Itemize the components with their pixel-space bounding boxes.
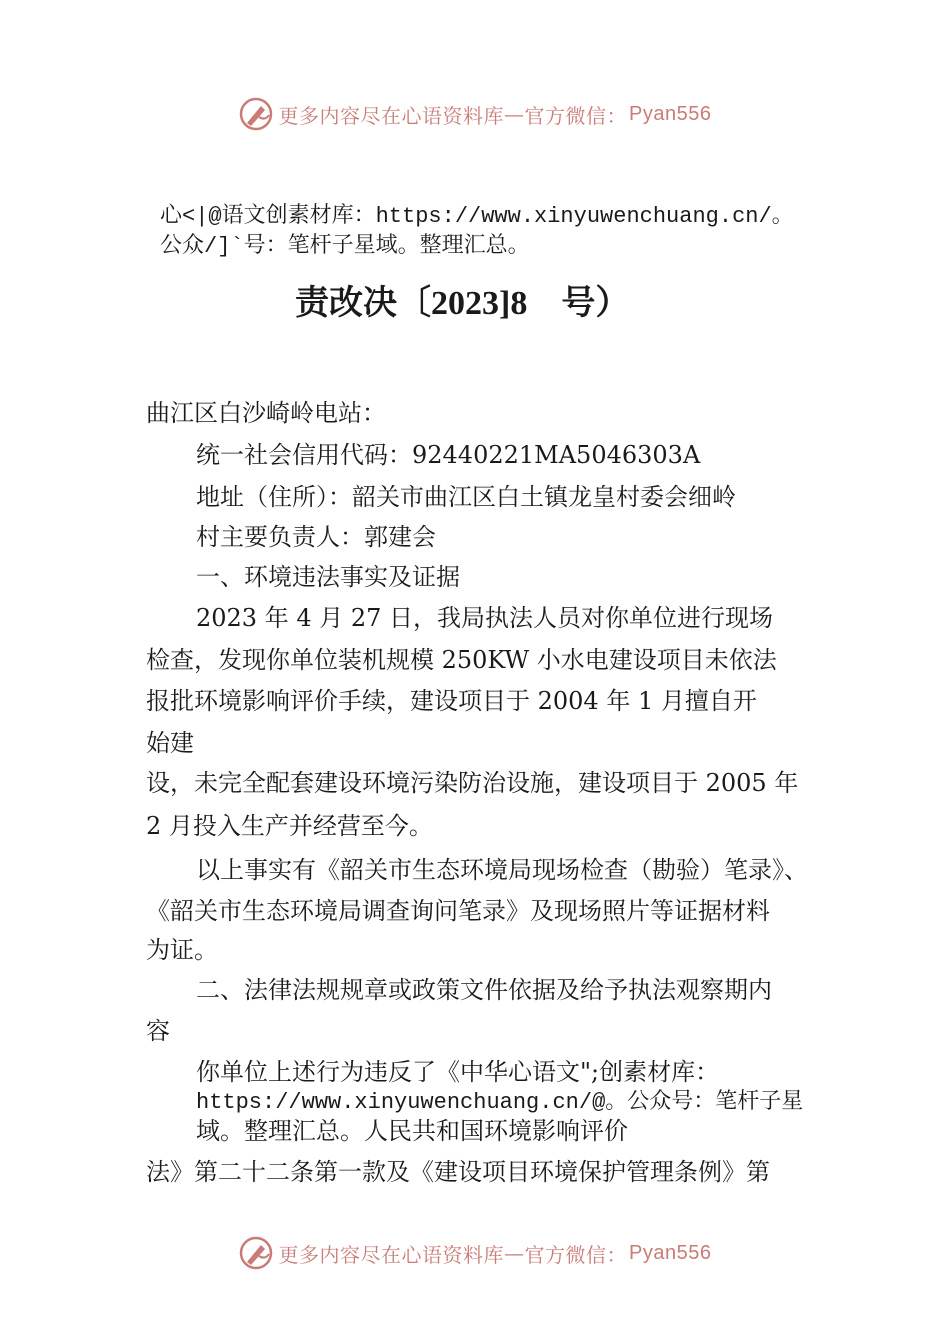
paragraph-1-line-1: 2023 年 4 月 27 日，我局执法人员对你单位进行现场 [196,604,774,632]
document-title: 责改决〔2023]8 号） [295,285,630,322]
section-2-heading-continued: 容 [146,1017,170,1045]
paragraph-3-line-1: 你单位上述行为违反了《中华心语文";创素材库： [196,1058,720,1086]
paragraph-3-line-3: 域。整理汇总。人民共和国环境影响评价 [196,1117,628,1145]
paragraph-2-line-1: 以上事实有《韶关市生态环境局现场检查（勘验）笔录》、 [196,856,808,884]
paragraph-2-line-2: 《韶关市生态环境局调查询问笔录》及现场照片等证据材料 [146,897,770,925]
watermark-text: 更多内容尽在心语资料库 [278,103,505,128]
paragraph-1-line-4: 始建 [146,729,194,757]
watermark-separator: — [504,102,525,126]
watermark-wechat-label: 官方微信： [524,103,628,128]
section-2-heading: 二、法律法规规章或政策文件依据及给予执法观察期内 [196,976,772,1004]
source-note-line-1: 心<|@语文创素材库：https://www.xinyuwenchuang.cn/。 [160,204,794,229]
watermark-header [0,94,950,134]
paragraph-3-line-4: 法》第二十二条第一款及《建设项目环境保护管理条例》第 [146,1158,770,1186]
watermark-wechat-id: Pyan556 [629,102,712,125]
watermark-wechat-label: 官方微信： [524,1242,628,1267]
section-1-heading: 一、环境违法事实及证据 [196,563,460,591]
paragraph-1-line-2: 检查，发现你单位装机规模 250KW 小水电建设项目未依法 [146,646,777,674]
paragraph-1-line-5: 设，未完全配套建设环境污染防治设施，建设项目于 2005 年 [146,769,799,797]
watermark-separator: — [504,1241,525,1265]
responsible-person-line: 村主要负责人：郭建会 [196,523,436,551]
credit-code-line: 统一社会信用代码：92440221MA5046303A [196,441,701,469]
pen-logo-icon [239,1236,273,1270]
watermark-text: 更多内容尽在心语资料库 [278,1242,505,1267]
address-line: 地址（住所）：韶关市曲江区白土镇龙皇村委会细岭 [196,483,736,511]
paragraph-3-line-2: https://www.xinyuwenchuang.cn/@。公众号：笔杆子星 [196,1090,804,1115]
recipient-line: 曲江区白沙崎岭电站： [146,399,386,427]
paragraph-2-line-3: 为证。 [146,936,218,964]
source-note-line-2: 公众/]`号：笔杆子星域。整理汇总。 [160,234,530,259]
paragraph-1-line-3: 报批环境影响评价手续，建设项目于 2004 年 1 月擅自开 [146,687,757,715]
paragraph-1-line-6: 2 月投入生产并经营至今。 [146,812,433,840]
pen-logo-icon [239,97,273,131]
watermark-footer [0,1233,950,1273]
watermark-wechat-id: Pyan556 [629,1241,712,1264]
